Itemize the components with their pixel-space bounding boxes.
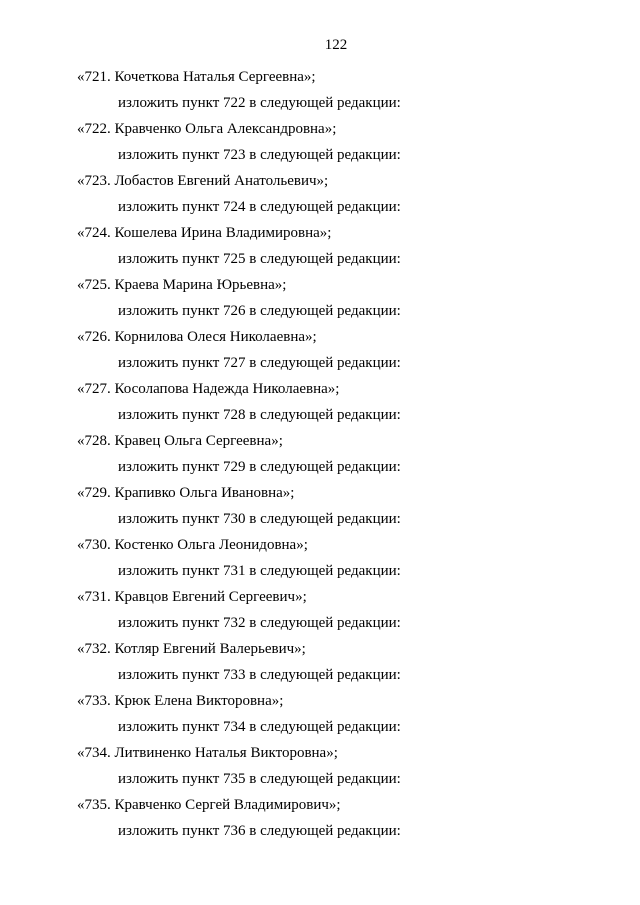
- instruction-text: изложить пункт 728 в следующей редакции:: [118, 407, 401, 423]
- item-text: «724. Кошелева Ирина Владимировна»;: [77, 225, 332, 241]
- page-number: 122: [324, 37, 348, 53]
- item-text: «735. Кравченко Сергей Владимирович»;: [77, 797, 341, 813]
- list-item: [0, 116, 640, 168]
- list-item: [0, 64, 640, 116]
- item-text: «731. Кравцов Евгений Сергеевич»;: [77, 589, 307, 605]
- list-item: [0, 220, 640, 272]
- instruction-text: изложить пункт 736 в следующей редакции:: [118, 823, 401, 839]
- item-text: «728. Кравец Ольга Сергеевна»;: [77, 433, 283, 449]
- instruction-text: изложить пункт 731 в следующей редакции:: [118, 563, 401, 579]
- item-text: «729. Крапивко Ольга Ивановна»;: [77, 485, 295, 501]
- instruction-text: изложить пункт 735 в следующей редакции:: [118, 771, 401, 787]
- instruction-text: изложить пункт 722 в следующей редакции:: [118, 95, 401, 111]
- item-text: «722. Кравченко Ольга Александровна»;: [77, 121, 337, 137]
- list-item: [0, 324, 640, 376]
- list-item: [0, 792, 640, 844]
- instruction-text: изложить пункт 733 в следующей редакции:: [118, 667, 401, 683]
- item-text: «723. Лобастов Евгений Анатольевич»;: [77, 173, 329, 189]
- list-item: [0, 168, 640, 220]
- list-item: [0, 740, 640, 792]
- item-text: «730. Костенко Ольга Леонидовна»;: [77, 537, 308, 553]
- list-item: [0, 428, 640, 480]
- item-text: «734. Литвиненко Наталья Викторовна»;: [77, 745, 338, 761]
- instruction-text: изложить пункт 729 в следующей редакции:: [118, 459, 401, 475]
- instruction-text: изложить пункт 724 в следующей редакции:: [118, 199, 401, 215]
- list-item: [0, 272, 640, 324]
- item-text: «733. Крюк Елена Викторовна»;: [77, 693, 284, 709]
- item-text: «727. Косолапова Надежда Николаевна»;: [77, 381, 340, 397]
- list-item: [0, 584, 640, 636]
- list-item: [0, 376, 640, 428]
- document-body: [0, 64, 640, 844]
- instruction-text: изложить пункт 726 в следующей редакции:: [118, 303, 401, 319]
- item-text: «726. Корнилова Олеся Николаевна»;: [77, 329, 317, 345]
- list-item: [0, 480, 640, 532]
- instruction-text: изложить пункт 730 в следующей редакции:: [118, 511, 401, 527]
- list-item: [0, 688, 640, 740]
- instruction-text: изложить пункт 734 в следующей редакции:: [118, 719, 401, 735]
- list-item: [0, 636, 640, 688]
- item-text: «725. Краева Марина Юрьевна»;: [77, 277, 287, 293]
- instruction-text: изложить пункт 732 в следующей редакции:: [118, 615, 401, 631]
- instruction-text: изложить пункт 723 в следующей редакции:: [118, 147, 401, 163]
- item-text: «721. Кочеткова Наталья Сергеевна»;: [77, 69, 316, 85]
- list-item: [0, 532, 640, 584]
- item-text: «732. Котляр Евгений Валерьевич»;: [77, 641, 306, 657]
- instruction-text: изложить пункт 725 в следующей редакции:: [118, 251, 401, 267]
- instruction-text: изложить пункт 727 в следующей редакции:: [118, 355, 401, 371]
